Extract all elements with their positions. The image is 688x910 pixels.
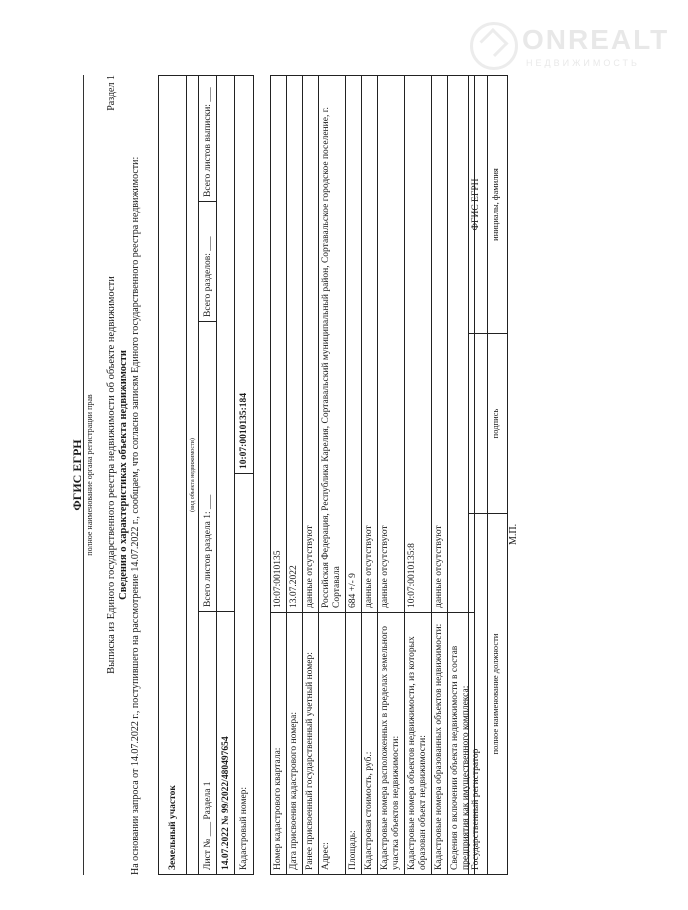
cadnum-value: 10:07:0010135:184 xyxy=(235,76,253,474)
row-value: данные отсутствуют xyxy=(305,525,315,608)
row-value: 13.07.2022 xyxy=(289,565,299,608)
row-value: 10:07:0010135 xyxy=(273,550,283,608)
row-value: данные отсутствуют xyxy=(364,525,374,608)
row-label: Дата присвоения кадастрового номера: xyxy=(287,612,302,874)
row-value: 684 +/- 9 xyxy=(348,573,358,608)
row-label: Кадастровые номера образованных объектов недвижимости: xyxy=(432,612,447,874)
registrar-name: ФГИС ЕГРН xyxy=(469,76,487,334)
document-page xyxy=(70,75,519,875)
table-row xyxy=(362,76,378,874)
section-label: Раздел 1 xyxy=(106,75,117,111)
table-row xyxy=(378,76,405,874)
document-title: Выписка из Единого государственного реестра недвижимости об объекте недвижимости xyxy=(106,276,117,674)
org-title: ФГИС ЕГРН xyxy=(70,439,84,511)
sections-total: Всего разделов: ___ xyxy=(199,202,216,322)
row-value: данные отсутствуют xyxy=(434,525,444,608)
watermark-sub: НЕДВИЖИМОСТЬ xyxy=(526,58,640,68)
object-type: Земельный участок xyxy=(167,785,178,870)
row-label: Ранее присвоенный государственный учетный номер: xyxy=(303,612,318,874)
registrar-position: Государственный регистратор xyxy=(471,748,481,870)
object-header-table xyxy=(158,75,254,875)
table-row xyxy=(346,76,362,874)
watermark xyxy=(470,14,680,76)
home-logo-icon xyxy=(470,22,518,70)
date-number: 14.07.2022 № 99/2022/480497654 xyxy=(220,736,231,870)
sheet-number: Лист № ___ Раздела 1 xyxy=(202,781,213,870)
name-caption: инициалы, фамилия xyxy=(488,76,507,334)
table-row xyxy=(287,76,303,874)
table-row xyxy=(303,76,319,874)
row-label: Номер кадастрового квартала: xyxy=(271,612,286,874)
document-subtitle: Сведения о характеристиках объекта недвижимости xyxy=(118,350,129,600)
basis-text: На основании запроса от 14.07.2022 г., поступившего на рассмотрение 14.07.2022 г., сообщаем, что согласно записям Единого государственного реестра недвижимости: xyxy=(130,156,141,875)
row-label: Адрес: xyxy=(319,612,345,874)
position-caption: полное наименование должности xyxy=(490,633,500,755)
row-label: Кадастровые номера объектов недвижимости, из которых образован объект недвижимости: xyxy=(405,612,431,874)
row-value: данные отсутствуют xyxy=(380,525,390,608)
row-label: Кадастровые номера расположенных в пределах земельного участка объектов недвижимости: xyxy=(378,612,404,874)
cadnum-label: Кадастровый номер: xyxy=(239,786,249,870)
row-label: Сведения о включении объекта недвижимости в состав предприятия как имущественного комплекса: xyxy=(448,612,474,874)
characteristics-table xyxy=(270,75,475,875)
sheets-total: Всего листов выписки: ___ xyxy=(199,76,216,202)
watermark-text: ONREALT xyxy=(522,24,670,55)
sign-caption: подпись xyxy=(488,334,507,514)
row-value: 10:07:0010135:8 xyxy=(407,543,417,608)
org-subtitle: полное наименование органа регистрации прав xyxy=(83,75,94,875)
stamp-place: М.П. xyxy=(508,523,519,545)
table-row xyxy=(271,76,287,874)
table-row xyxy=(319,76,346,874)
table-row xyxy=(405,76,432,874)
signature-table xyxy=(468,75,508,875)
row-label: Площадь: xyxy=(346,612,361,874)
row-value: Российская Федерация, Республика Карелия, Сортавальский муниципальный район, Сортавальское городское поселение, г. Сортавала xyxy=(321,107,342,608)
row-label: Кадастровая стоимость, руб.: xyxy=(362,612,377,874)
table-row xyxy=(432,76,448,874)
sheets-in-section: Всего листов раздела 1: ___ xyxy=(199,322,216,612)
object-type-sub: (вид объекта недвижимости) xyxy=(189,438,196,512)
